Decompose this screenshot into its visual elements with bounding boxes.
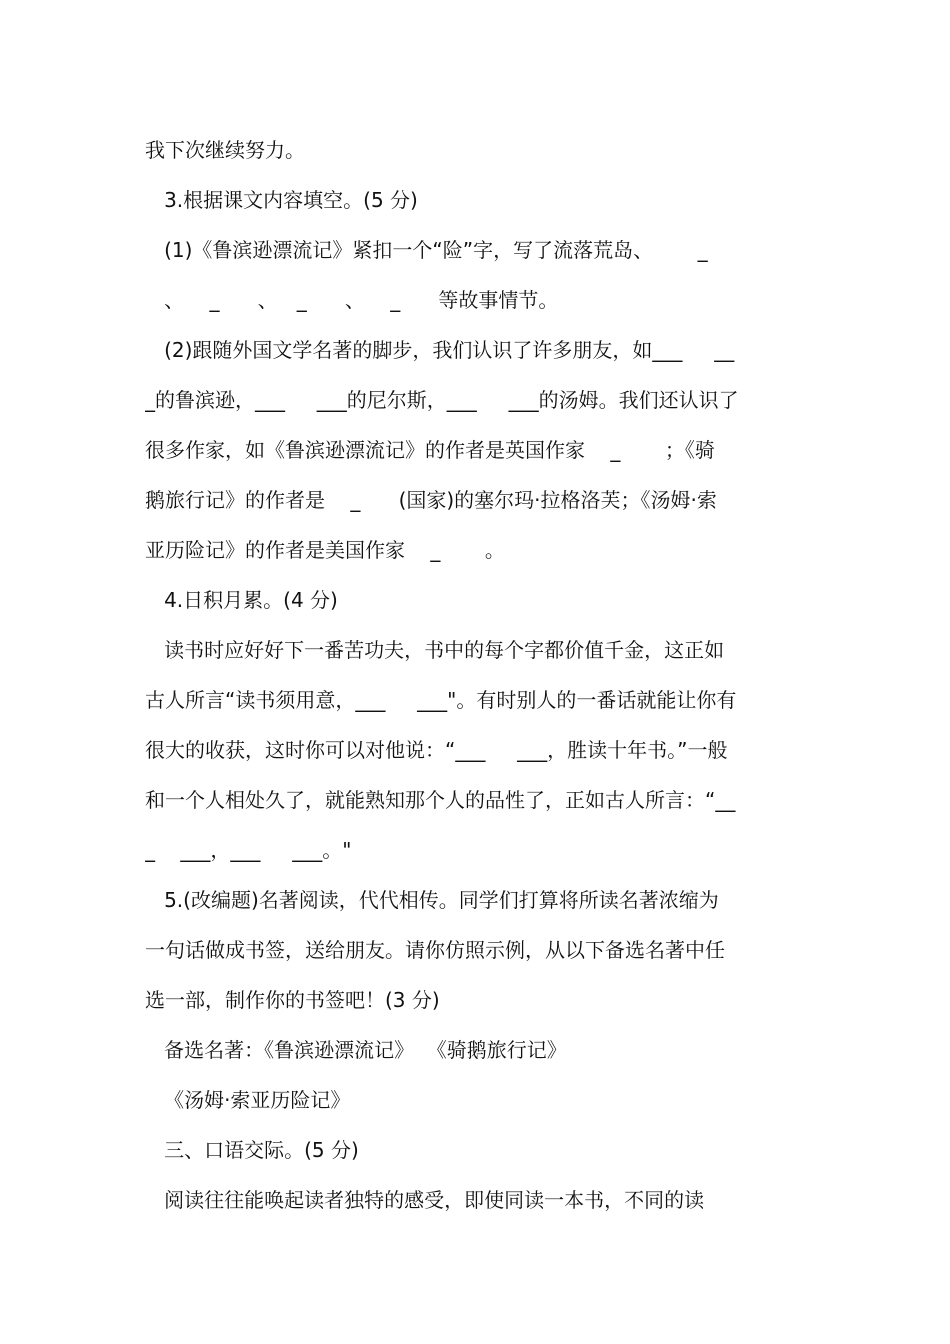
- text-line: 和一个人相处久了，就能熟知那个人的品性了，正如古人所言：“__: [145, 788, 736, 812]
- text-line: 古人所言“读书须用意，___ ___"。有时别人的一番话就能让你有: [145, 688, 737, 712]
- text-line: 很多作家，如《鲁滨逊漂流记》的作者是英国作家 _ ；《骑: [145, 438, 715, 462]
- text-line: (1)《鲁滨逊漂流记》紧扣一个“险”字，写了流落荒岛、 _: [145, 238, 708, 262]
- question-5-heading: 5.(改编题)名著阅读，代代相传。同学们打算将所读名著浓缩为: [145, 888, 719, 912]
- question-3-heading: 3.根据课文内容填空。(5 分): [145, 188, 418, 212]
- section-3-heading: 三、口语交际。(5 分): [145, 1138, 359, 1162]
- text-line: 阅读往往能唤起读者独特的感受，即使同读一本书，不同的读: [145, 1188, 705, 1212]
- text-line: 读书时应好好下一番苦功夫，书中的每个字都价值千金，这正如: [145, 638, 725, 662]
- text-line: 亚历险记》的作者是美国作家 _ 。: [145, 538, 505, 562]
- text-line: 、 _ 、 _ 、 _ 等故事情节。: [145, 288, 559, 312]
- text-line: _的鲁滨逊，___ ___的尼尔斯，___ ___的汤姆。我们还认识了: [145, 388, 739, 412]
- text-line: (2)跟随外国文学名著的脚步，我们认识了许多朋友，如___ __: [145, 338, 735, 362]
- text-line: 一句话做成书签，送给朋友。请你仿照示例，从以下备选名著中任: [145, 938, 725, 962]
- text-line: 鹅旅行记》的作者是 _ (国家)的塞尔玛·拉格洛芙；《汤姆·索: [145, 488, 717, 512]
- text-line: 我下次继续努力。: [145, 138, 305, 162]
- text-line: 选一部，制作你的书签吧！(3 分): [145, 988, 440, 1012]
- text-line: _ ___，___ ___。": [145, 838, 352, 862]
- text-line: 备选名著：《鲁滨逊漂流记》 《骑鹅旅行记》: [145, 1038, 567, 1062]
- text-line: 《汤姆·索亚历险记》: [145, 1088, 351, 1112]
- text-line: 很大的收获，这时你可以对他说：“___ ___，胜读十年书。”一般: [145, 738, 728, 762]
- question-4-heading: 4.日积月累。(4 分): [145, 588, 338, 612]
